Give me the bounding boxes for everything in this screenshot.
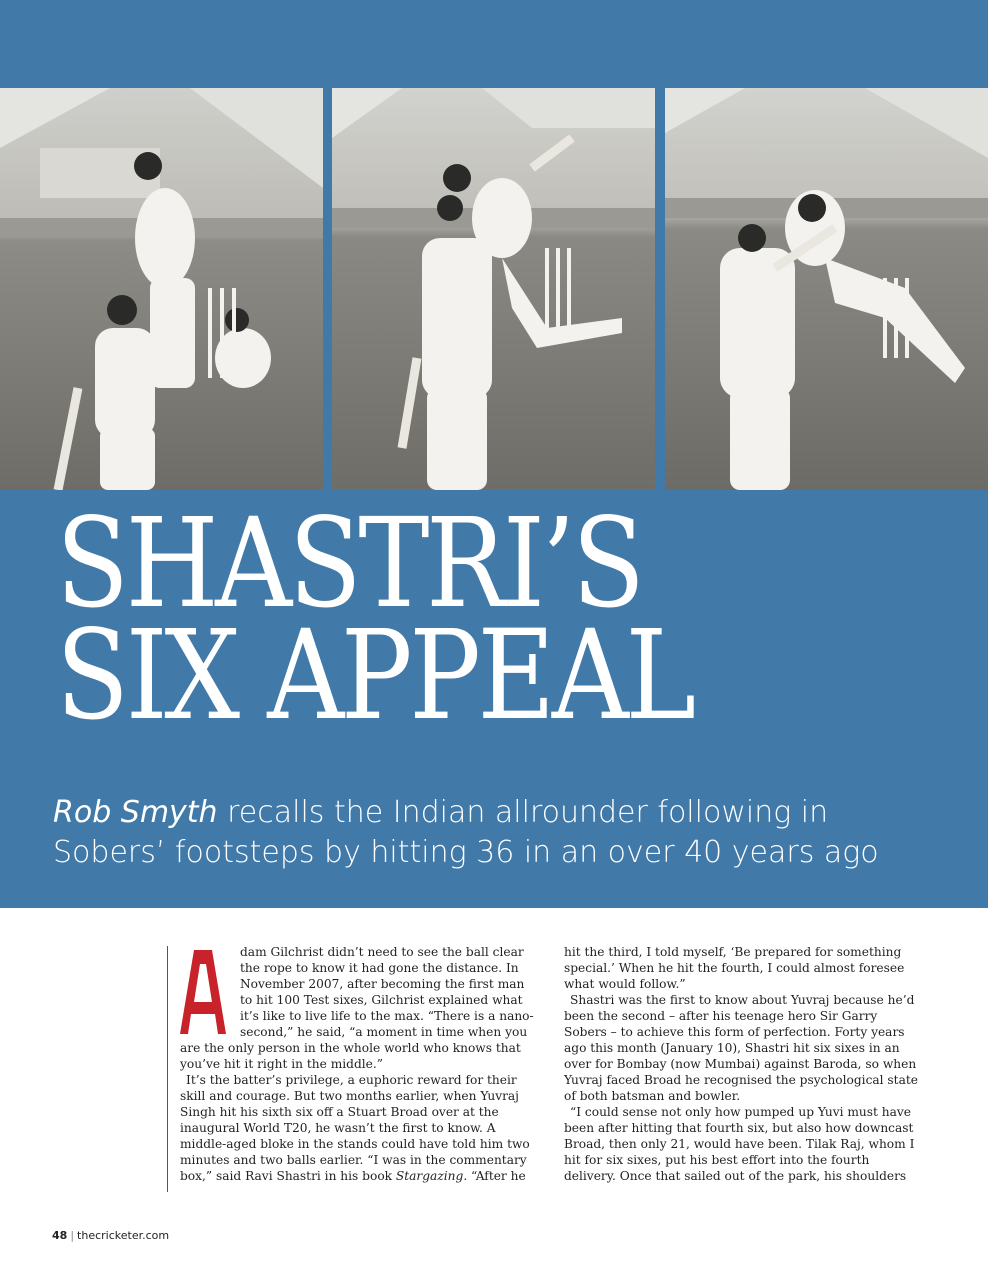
author-name: Rob Smyth (53, 795, 218, 830)
article-paragraph: Shastri was the first to know about Yuvraj because he’d been the second – after his teenage hero Sir Garry Sobers – to achieve this form of perfection. Forty years ago this month (January 10), Shastri hit six sixes in an over for Bombay (now Mumbai) against Baroda, so when Yuvraj faced Broad he recognised the psychological state of both batsman and bowler. (564, 993, 918, 1103)
article-paragraph: “I could sense not only how pumped up Yuvi must have been after hitting that fourth six, but also how downcast Broad, then only 21, would have been. Tilak Raj, whom I hit for six sixes, put his best effort into the fourth delivery. Once that sailed out of the park, his shoulders (564, 1105, 915, 1183)
photo-strip (0, 88, 988, 490)
column-rule (167, 946, 168, 1192)
standfirst-line-1: recalls the Indian allrounder following in (217, 795, 829, 830)
article-paragraph: It’s the batter’s privilege, a euphoric reward for their skill and courage. But two months earlier, when Yuvraj Singh hit his sixth six off a Stuart Broad over at the inaugural World T20, he wasn’t the first to know. A middle-aged bloke in the stands could have told him two minutes and two balls earlier. “I was in the commentary box,” said Ravi Shastri in his book Stargazing. “After he (180, 1073, 530, 1183)
headline-line-1: SHASTRI’S (56, 492, 642, 636)
article-column-2 (564, 944, 921, 1184)
article-paragraph: hit the third, I told myself, ‘Be prepared for something special.’ When he hit the fourth, I could almost foresee what would follow.” (564, 945, 905, 991)
article-body (167, 944, 919, 1194)
photo-batsman-swing (332, 88, 655, 490)
footer-separator: | (70, 1229, 75, 1242)
site-link[interactable]: thecricketer.com (77, 1229, 170, 1242)
drop-cap (180, 950, 226, 1034)
headline (56, 492, 693, 748)
article-paragraph: dam Gilchrist didn’t need to see the ball clear the rope to know it had gone the distance. In November 2007, after becoming the first man to hit 100 Test sixes, Gilchrist explained what it’s like to live life to the max. “There is a nano-second,” he said, “a moment in time when you are the only person in the whole world who knows that you’ve hit it right in the middle.” (180, 945, 534, 1071)
page-footer (52, 1229, 169, 1242)
page-number: 48 (52, 1229, 68, 1242)
photo-batsman-follow-through (0, 88, 323, 490)
photo-batsman-lunge (665, 88, 988, 490)
headline-line-2: SIX APPEAL (56, 604, 693, 748)
article-column-1 (180, 944, 537, 1184)
standfirst-line-2: Sobers’ footsteps by hitting 36 in an over 40 years ago (53, 835, 879, 870)
book-title: Stargazing (395, 1169, 464, 1183)
title-block (0, 490, 988, 908)
top-color-band (0, 0, 988, 88)
standfirst (53, 793, 953, 873)
